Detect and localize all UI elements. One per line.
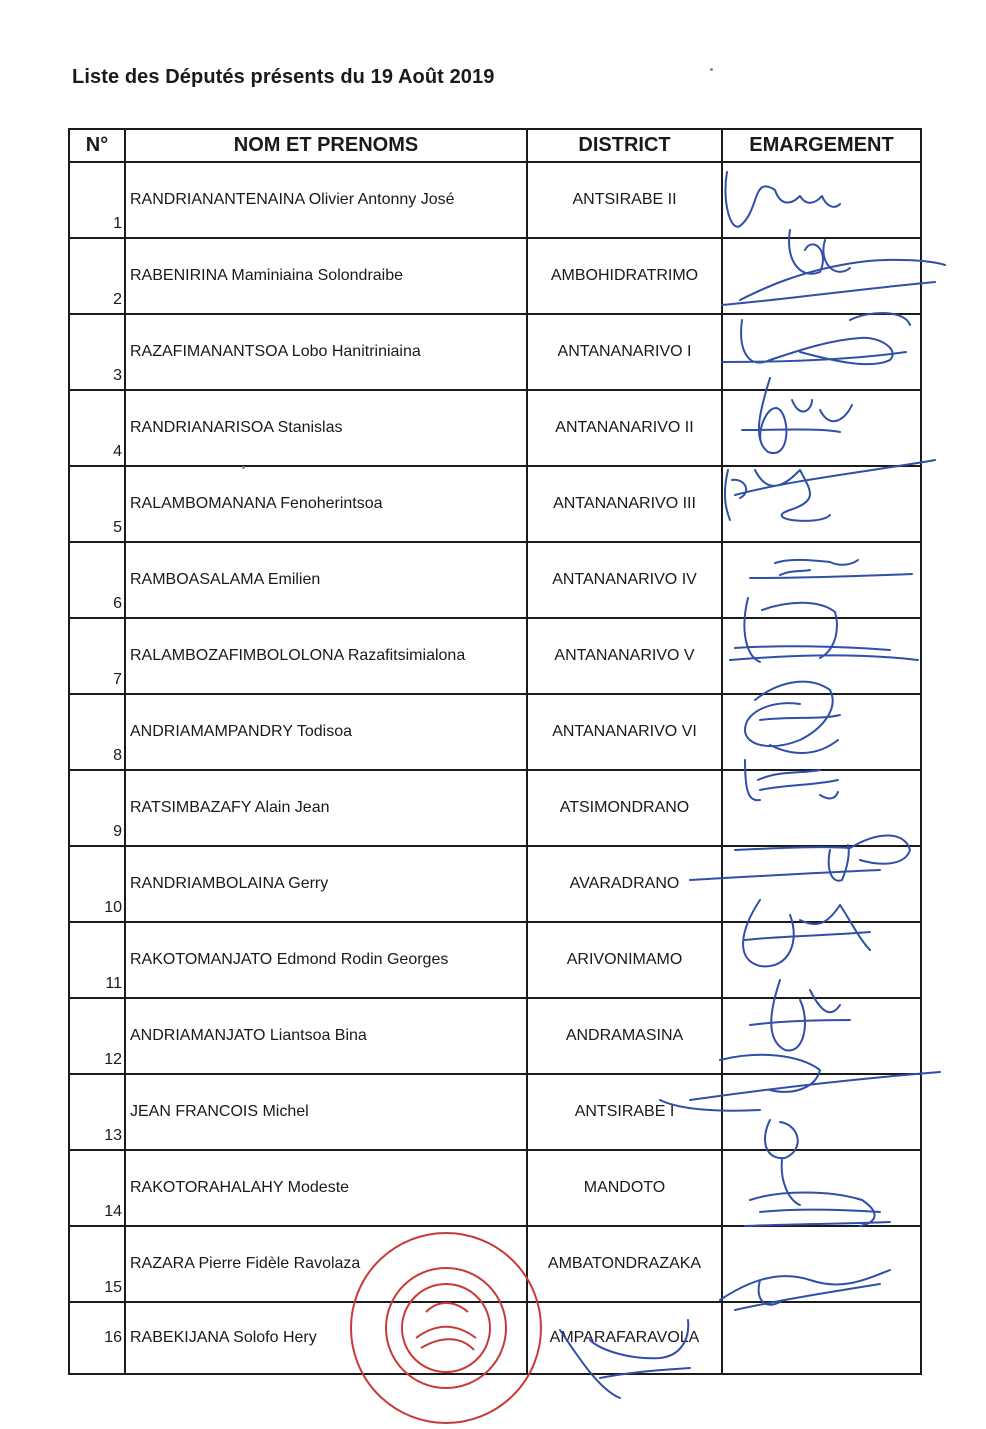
table-header-row (69, 129, 921, 162)
row-number: 3 (69, 314, 125, 390)
district-name: ATSIMONDRANO (527, 770, 722, 846)
district-name: ANTANANARIVO I (527, 314, 722, 390)
signature-cell (722, 162, 921, 238)
row-number: 12 (69, 998, 125, 1074)
header-number: N° (69, 129, 125, 162)
deputy-name: RAZARA Pierre Fidèle Ravolaza (125, 1226, 527, 1302)
signature-cell (722, 618, 921, 694)
deputy-name: RABEKIJANA Solofo Hery (125, 1302, 527, 1374)
table-row (69, 466, 921, 542)
table-row (69, 1150, 921, 1226)
row-number: 10 (69, 846, 125, 922)
row-number: 14 (69, 1150, 125, 1226)
table-row (69, 694, 921, 770)
table-row (69, 998, 921, 1074)
signature-cell (722, 1226, 921, 1302)
attendance-table (68, 128, 922, 1375)
table-row (69, 390, 921, 466)
signature-cell (722, 1074, 921, 1150)
row-number: 6 (69, 542, 125, 618)
header-district: DISTRICT (527, 129, 722, 162)
signature-cell (722, 998, 921, 1074)
district-name: AMPARAFARAVOLA (527, 1302, 722, 1374)
table-row (69, 922, 921, 998)
signature-cell (722, 922, 921, 998)
district-name: ARIVONIMAMO (527, 922, 722, 998)
deputy-name: RAKOTORAHALAHY Modeste (125, 1150, 527, 1226)
table-row (69, 314, 921, 390)
row-number: 7 (69, 618, 125, 694)
district-name: ANTANANARIVO II (527, 390, 722, 466)
signature-cell (722, 542, 921, 618)
district-name: ANTANANARIVO VI (527, 694, 722, 770)
district-name: AVARADRANO (527, 846, 722, 922)
table-row (69, 1226, 921, 1302)
signature-cell (722, 770, 921, 846)
deputy-name: RAKOTOMANJATO Edmond Rodin Georges (125, 922, 527, 998)
header-signature: EMARGEMENT (722, 129, 921, 162)
district-name: ANTSIRABE II (527, 162, 722, 238)
deputy-name: RANDRIANANTENAINA Olivier Antonny José (125, 162, 527, 238)
district-name: ANDRAMASINA (527, 998, 722, 1074)
district-name: ANTSIRABE I (527, 1074, 722, 1150)
row-number: 11 (69, 922, 125, 998)
row-number: 1 (69, 162, 125, 238)
row-number: 16 (69, 1302, 125, 1374)
signature-cell (722, 1150, 921, 1226)
row-number: 4 (69, 390, 125, 466)
table-row (69, 238, 921, 314)
deputy-name: ANDRIAMAMPANDRY Todisoa (125, 694, 527, 770)
district-name: ANTANANARIVO III (527, 466, 722, 542)
deputy-name: JEAN FRANCOIS Michel (125, 1074, 527, 1150)
table-row (69, 1074, 921, 1150)
district-name: MANDOTO (527, 1150, 722, 1226)
table-row (69, 542, 921, 618)
signature-cell (722, 694, 921, 770)
row-number: 13 (69, 1074, 125, 1150)
table-row (69, 618, 921, 694)
district-name: AMBATONDRAZAKA (527, 1226, 722, 1302)
table-row (69, 1302, 921, 1374)
deputy-name: RANDRIANARISOA Stanislas (125, 390, 527, 466)
deputy-name: RABENIRINA Maminiaina Solondraibe (125, 238, 527, 314)
signature-cell (722, 1302, 921, 1374)
signature-cell (722, 238, 921, 314)
document-title: Liste des Députés présents du 19 Août 2019 (72, 66, 495, 88)
deputy-name: RATSIMBAZAFY Alain Jean (125, 770, 527, 846)
signature-cell (722, 466, 921, 542)
district-name: ANTANANARIVO IV (527, 542, 722, 618)
row-number: 9 (69, 770, 125, 846)
signature-cell (722, 390, 921, 466)
row-number: 8 (69, 694, 125, 770)
deputy-name: RANDRIAMBOLAINA Gerry (125, 846, 527, 922)
signature-cell (722, 314, 921, 390)
district-name: ANTANANARIVO V (527, 618, 722, 694)
deputy-name: RALAMBOZAFIMBOLOLONA Razafitsimialona (125, 618, 527, 694)
row-number: 2 (69, 238, 125, 314)
deputy-name: RAZAFIMANANTSOA Lobo Hanitriniaina (125, 314, 527, 390)
deputy-name: RAMBOASALAMA Emilien (125, 542, 527, 618)
deputy-name: ANDRIAMANJATO Liantsoa Bina (125, 998, 527, 1074)
table-row (69, 846, 921, 922)
deputy-name: RALAMBOMANANA Fenoherintsoa (125, 466, 527, 542)
district-name: AMBOHIDRATRIMO (527, 238, 722, 314)
table-row (69, 162, 921, 238)
table-row (69, 770, 921, 846)
header-name: NOM ET PRENOMS (125, 129, 527, 162)
row-number: 5 (69, 466, 125, 542)
signature-cell (722, 846, 921, 922)
row-number: 15 (69, 1226, 125, 1302)
